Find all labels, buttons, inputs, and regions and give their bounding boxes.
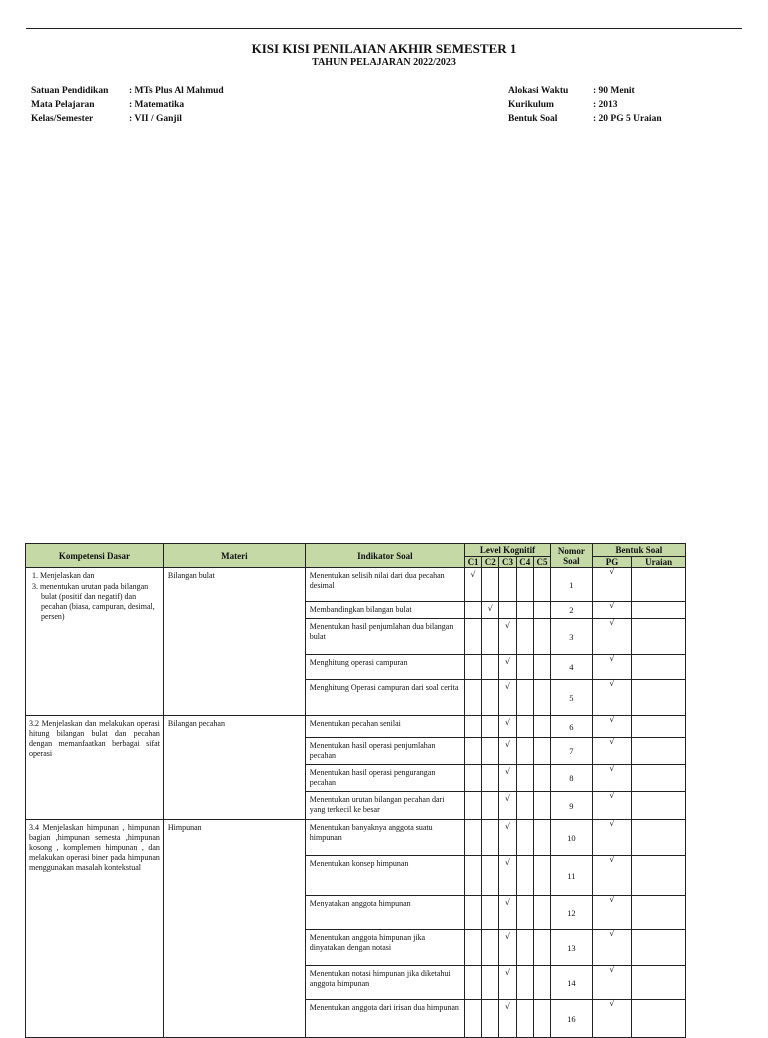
- document-subtitle: TAHUN PELAJARAN 2022/2023: [312, 57, 456, 68]
- kd-item-number: 3.: [32, 582, 40, 591]
- level-c2-cell: [482, 738, 499, 765]
- header-c1: C1: [464, 557, 481, 568]
- level-c3-cell: [499, 856, 516, 896]
- check-mark-icon: √: [609, 715, 615, 724]
- pg-cell: [592, 765, 632, 792]
- info-label: Kelas/Semester: [31, 114, 94, 124]
- check-mark-icon: √: [609, 679, 615, 688]
- check-mark-icon: √: [609, 855, 615, 864]
- check-mark-icon: √: [609, 654, 615, 663]
- uraian-cell: [632, 930, 686, 966]
- uraian-cell: [632, 716, 686, 738]
- uraian-cell: [632, 820, 686, 856]
- table-row: [26, 568, 686, 602]
- level-c2-cell: [482, 966, 499, 1000]
- indikator-cell: Menyatakan anggota himpunan: [305, 896, 464, 930]
- indikator-cell: Menghitung Operasi campuran dari soal cerita: [305, 680, 464, 716]
- level-c2-cell: [482, 568, 499, 602]
- level-c4-cell: [516, 655, 533, 680]
- level-c1-cell: [464, 820, 481, 856]
- pg-cell: [592, 820, 632, 856]
- indikator-cell: Menentukan pecahan senilai: [305, 716, 464, 738]
- header-bentuk-soal: Bentuk Soal: [592, 544, 685, 557]
- check-mark-icon: √: [504, 794, 511, 803]
- pg-cell: [592, 619, 632, 655]
- uraian-cell: [632, 856, 686, 896]
- info-label: Alokasi Waktu: [508, 86, 569, 96]
- uraian-cell: [632, 602, 686, 619]
- check-mark-icon: √: [609, 601, 615, 610]
- nomor-soal-cell: 7: [551, 738, 593, 765]
- pg-cell: [592, 602, 632, 619]
- level-c4-cell: [516, 1000, 533, 1038]
- level-c5-cell: [533, 820, 550, 856]
- level-c5-cell: [533, 856, 550, 896]
- info-value: : 90 Menit: [593, 86, 635, 96]
- kd-item-number: 1.: [32, 571, 40, 580]
- header-level-kognitif: Level Kognitif: [464, 544, 550, 557]
- table-body: [26, 568, 686, 1038]
- level-c1-cell: [464, 856, 481, 896]
- pg-cell: [592, 738, 632, 765]
- indikator-cell: Menentukan urutan bilangan pecahan dari yang terkecil ke besar: [305, 792, 464, 820]
- level-c3-cell: [499, 792, 516, 820]
- check-mark-icon: √: [609, 791, 615, 800]
- uraian-cell: [632, 680, 686, 716]
- level-c5-cell: [533, 716, 550, 738]
- check-mark-icon: √: [609, 764, 615, 773]
- uraian-cell: [632, 792, 686, 820]
- nomor-soal-cell: 9: [551, 792, 593, 820]
- uraian-cell: [632, 619, 686, 655]
- level-c4-cell: [516, 966, 533, 1000]
- check-mark-icon: √: [504, 718, 511, 727]
- level-c4-cell: [516, 738, 533, 765]
- level-c2-cell: [482, 619, 499, 655]
- level-c3-cell: [499, 765, 516, 792]
- materi-cell: Bilangan bulat: [163, 568, 305, 716]
- level-c5-cell: [533, 655, 550, 680]
- materi-cell: Bilangan pecahan: [163, 716, 305, 820]
- uraian-cell: [632, 568, 686, 602]
- level-c3-cell: [499, 966, 516, 1000]
- header-materi: Materi: [163, 544, 305, 568]
- check-mark-icon: √: [504, 767, 511, 776]
- kd-item-text: menentukan urutan pada bilangan bulat (positif dan negatif) dan pecahan (biasa, campuran, desimal, persen): [40, 582, 155, 621]
- check-mark-icon: √: [504, 898, 511, 907]
- kd-item-text: Menjelaskan dan: [40, 571, 95, 580]
- indikator-cell: Menentukan hasil operasi pengurangan pecahan: [305, 765, 464, 792]
- header-c4: C4: [516, 557, 533, 568]
- level-c4-cell: [516, 930, 533, 966]
- level-c3-cell: [499, 680, 516, 716]
- level-c3-cell: [499, 1000, 516, 1038]
- level-c1-cell: [464, 930, 481, 966]
- nomor-soal-cell: 10: [551, 820, 593, 856]
- level-c2-cell: [482, 1000, 499, 1038]
- indikator-cell: Menentukan notasi himpunan jika diketahui anggota himpunan: [305, 966, 464, 1000]
- check-mark-icon: √: [504, 621, 511, 630]
- header-uraian: Uraian: [632, 557, 686, 568]
- check-mark-icon: √: [609, 929, 615, 938]
- pg-cell: [592, 1000, 632, 1038]
- indikator-cell: Menentukan anggota dari irisan dua himpunan: [305, 1000, 464, 1038]
- level-c3-cell: [499, 568, 516, 602]
- info-label: Satuan Pendidikan: [31, 86, 109, 96]
- materi-cell: Himpunan: [163, 820, 305, 1038]
- info-row-kurikulum: [508, 98, 662, 112]
- kompetensi-dasar-cell: [26, 820, 164, 1038]
- kompetensi-dasar-cell: [26, 568, 164, 716]
- level-c1-cell: [464, 792, 481, 820]
- indikator-cell: Menentukan anggota himpunan jika dinyatakan dengan notasi: [305, 930, 464, 966]
- pg-cell: [592, 966, 632, 1000]
- nomor-soal-cell: 12: [551, 896, 593, 930]
- info-label: Kurikulum: [508, 100, 554, 110]
- indikator-cell: Menentukan konsep himpunan: [305, 856, 464, 896]
- check-mark-icon: √: [504, 822, 511, 831]
- pg-cell: [592, 680, 632, 716]
- level-c2-cell: [482, 820, 499, 856]
- table-row: [26, 820, 686, 856]
- indikator-cell: Menentukan banyaknya anggota suatu himpunan: [305, 820, 464, 856]
- level-c5-cell: [533, 966, 550, 1000]
- check-mark-icon: √: [504, 682, 511, 691]
- nomor-soal-cell: 4: [551, 655, 593, 680]
- uraian-cell: [632, 966, 686, 1000]
- level-c3-cell: [499, 930, 516, 966]
- kisi-table: [25, 543, 686, 1038]
- level-c3-cell: [499, 896, 516, 930]
- level-c1-cell: [464, 716, 481, 738]
- info-label: Mata Pelajaran: [31, 100, 95, 110]
- level-c1-cell: [464, 602, 481, 619]
- level-c2-cell: [482, 930, 499, 966]
- indikator-cell: Menghitung operasi campuran: [305, 655, 464, 680]
- header-c2: C2: [482, 557, 499, 568]
- level-c4-cell: [516, 680, 533, 716]
- nomor-soal-cell: 5: [551, 680, 593, 716]
- pg-cell: [592, 655, 632, 680]
- check-mark-icon: √: [609, 819, 615, 828]
- info-row-kelas: [31, 112, 224, 126]
- header-kompetensi: Kompetensi Dasar: [26, 544, 164, 568]
- uraian-cell: [632, 1000, 686, 1038]
- level-c2-cell: [482, 765, 499, 792]
- level-c2-cell: [482, 602, 499, 619]
- kd-text: 3.2 Menjelaskan dan melakukan operasi hitung bilangan bulat dan pecahan dengan memanfaatkan berbagai sifat operasi: [29, 719, 160, 758]
- kompetensi-dasar-cell: [26, 716, 164, 820]
- level-c2-cell: [482, 856, 499, 896]
- level-c2-cell: [482, 792, 499, 820]
- level-c2-cell: [482, 716, 499, 738]
- level-c3-cell: [499, 738, 516, 765]
- header-indikator: Indikator Soal: [305, 544, 464, 568]
- level-c4-cell: [516, 765, 533, 792]
- level-c5-cell: [533, 738, 550, 765]
- nomor-soal-cell: 16: [551, 1000, 593, 1038]
- header-nomor-soal: Nomor Soal: [551, 544, 593, 568]
- indikator-cell: Menentukan selisih nilai dari dua pecahan desimal: [305, 568, 464, 602]
- uraian-cell: [632, 765, 686, 792]
- document-title: KISI KISI PENILAIAN AKHIR SEMESTER 1: [251, 41, 517, 56]
- pg-cell: [592, 930, 632, 966]
- check-mark-icon: √: [504, 858, 511, 867]
- nomor-soal-cell: 13: [551, 930, 593, 966]
- check-mark-icon: √: [504, 1002, 511, 1011]
- indikator-cell: Menentukan hasil penjumlahan dua bilangan bulat: [305, 619, 464, 655]
- level-c4-cell: [516, 792, 533, 820]
- pg-cell: [592, 896, 632, 930]
- check-mark-icon: √: [504, 657, 511, 666]
- level-c5-cell: [533, 1000, 550, 1038]
- level-c5-cell: [533, 792, 550, 820]
- level-c4-cell: [516, 716, 533, 738]
- level-c5-cell: [533, 896, 550, 930]
- level-c1-cell: [464, 619, 481, 655]
- info-value: : MTs Plus Al Mahmud: [129, 86, 224, 96]
- check-mark-icon: √: [609, 618, 615, 627]
- uraian-cell: [632, 655, 686, 680]
- level-c1-cell: [464, 1000, 481, 1038]
- level-c5-cell: [533, 568, 550, 602]
- info-value: : 2013: [593, 100, 618, 110]
- header-c5: C5: [533, 557, 550, 568]
- check-mark-icon: √: [504, 932, 511, 941]
- header-c3: C3: [499, 557, 516, 568]
- info-left: [31, 84, 224, 126]
- header-pg: PG: [592, 557, 632, 568]
- level-c4-cell: [516, 856, 533, 896]
- nomor-soal-cell: 11: [551, 856, 593, 896]
- info-value: : Matematika: [129, 100, 185, 110]
- level-c1-cell: [464, 568, 481, 602]
- level-c5-cell: [533, 619, 550, 655]
- level-c3-cell: [499, 619, 516, 655]
- level-c5-cell: [533, 680, 550, 716]
- nomor-soal-cell: 1: [551, 568, 593, 602]
- check-mark-icon: √: [609, 895, 615, 904]
- kd-list: [29, 571, 160, 622]
- level-c4-cell: [516, 602, 533, 619]
- kd-list-item: [32, 582, 160, 622]
- check-mark-icon: √: [609, 965, 615, 974]
- info-label: Bentuk Soal: [508, 114, 558, 124]
- info-row-satuan: [31, 84, 224, 98]
- check-mark-icon: √: [609, 999, 615, 1008]
- top-rule: [26, 28, 742, 29]
- check-mark-icon: √: [487, 604, 493, 613]
- level-c3-cell: [499, 820, 516, 856]
- check-mark-icon: √: [504, 968, 511, 977]
- pg-cell: [592, 568, 632, 602]
- level-c4-cell: [516, 820, 533, 856]
- level-c4-cell: [516, 568, 533, 602]
- level-c1-cell: [464, 765, 481, 792]
- level-c1-cell: [464, 896, 481, 930]
- indikator-cell: Menentukan hasil operasi penjumlahan pecahan: [305, 738, 464, 765]
- level-c2-cell: [482, 655, 499, 680]
- nomor-soal-cell: 3: [551, 619, 593, 655]
- uraian-cell: [632, 896, 686, 930]
- pg-cell: [592, 792, 632, 820]
- check-mark-icon: √: [504, 740, 511, 749]
- nomor-soal-cell: 8: [551, 765, 593, 792]
- table-row: [26, 716, 686, 738]
- kd-list-item: [32, 571, 160, 581]
- info-right: [508, 84, 662, 126]
- level-c5-cell: [533, 602, 550, 619]
- level-c5-cell: [533, 930, 550, 966]
- info-row-bentuk: [508, 112, 662, 126]
- level-c3-cell: [499, 716, 516, 738]
- kd-text: 3.4 Menjelaskan himpunan , himpunan bagian ,himpunan semesta ,himpunan kosong , komplemen himpunan , dan melakukan operasi biner pada himpunan menggunakan masalah kontekstual: [29, 823, 160, 872]
- nomor-soal-cell: 14: [551, 966, 593, 1000]
- info-value: : 20 PG 5 Uraian: [593, 114, 662, 124]
- check-mark-icon: √: [609, 737, 615, 746]
- check-mark-icon: √: [470, 570, 476, 579]
- level-c3-cell: [499, 602, 516, 619]
- level-c1-cell: [464, 966, 481, 1000]
- level-c2-cell: [482, 896, 499, 930]
- nomor-soal-cell: 2: [551, 602, 593, 619]
- nomor-soal-cell: 6: [551, 716, 593, 738]
- pg-cell: [592, 856, 632, 896]
- level-c1-cell: [464, 655, 481, 680]
- indikator-cell: Membandingkan bilangan bulat: [305, 602, 464, 619]
- pg-cell: [592, 716, 632, 738]
- level-c1-cell: [464, 680, 481, 716]
- level-c3-cell: [499, 655, 516, 680]
- level-c5-cell: [533, 765, 550, 792]
- info-row-alokasi: [508, 84, 662, 98]
- uraian-cell: [632, 738, 686, 765]
- info-row-mapel: [31, 98, 224, 112]
- level-c4-cell: [516, 619, 533, 655]
- check-mark-icon: √: [609, 567, 615, 576]
- level-c2-cell: [482, 680, 499, 716]
- level-c4-cell: [516, 896, 533, 930]
- info-value: : VII / Ganjil: [129, 114, 182, 124]
- level-c1-cell: [464, 738, 481, 765]
